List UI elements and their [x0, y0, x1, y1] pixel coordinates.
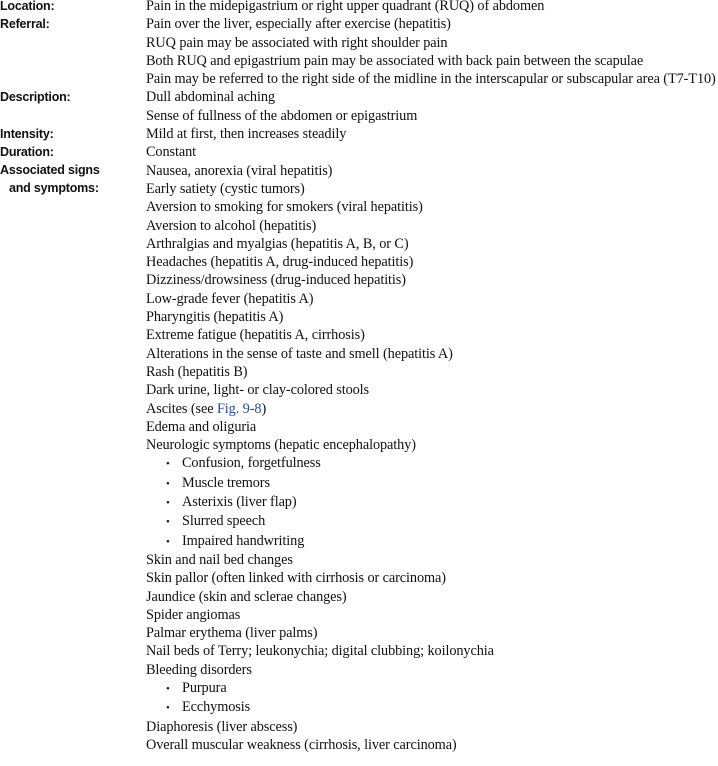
description-value	[146, 88, 718, 125]
bullet-text: Asterixis (liver flap)	[182, 494, 297, 511]
symptom-item: Alterations in the sense of taste and smell (hepatitis A)	[146, 345, 453, 362]
bullet-icon: •	[166, 497, 170, 510]
symptom-item: Bleeding disorders	[146, 661, 252, 678]
description-line: Dull abdominal aching	[146, 89, 275, 106]
description-line: Sense of fullness of the abdomen or epigastrium	[146, 107, 418, 124]
symptom-item: Edema and oliguria	[146, 418, 257, 435]
symptom-item: Extreme fatigue (hepatitis A, cirrhosis)	[146, 327, 365, 344]
bullet-icon: •	[166, 516, 170, 529]
location-value	[146, 0, 718, 15]
bullet-text: Impaired handwriting	[182, 532, 305, 549]
symptom-item: Jaundice (skin and sclerae changes)	[146, 588, 347, 605]
symptom-item-ascites	[146, 400, 718, 418]
symptom-item: Early satiety (cystic tumors)	[146, 180, 305, 197]
bullet-text: Ecchymosis	[182, 699, 251, 716]
duration-row	[0, 143, 718, 161]
ascites-suffix: )	[261, 400, 267, 417]
bullet-icon: •	[166, 682, 170, 695]
bullet-icon: •	[166, 535, 170, 548]
symptom-item: Dark urine, light- or clay-colored stools	[146, 382, 369, 399]
intensity-row	[0, 125, 718, 143]
referral-line: Pain may be referred to the right side of the midline in the interscapular or subscapular area (T7-T10)	[146, 71, 716, 88]
associated-label-line2: and symptoms:	[9, 180, 99, 195]
referral-line: Pain over the liver, especially after exercise (hepatitis)	[146, 16, 451, 33]
symptom-item: Nausea, anorexia (viral hepatitis)	[146, 162, 333, 179]
symptom-item: Neurologic symptoms (hepatic encephalopathy)	[146, 437, 416, 454]
symptom-item: Pharyngitis (hepatitis A)	[146, 309, 284, 326]
bullet-icon: •	[166, 458, 170, 471]
symptom-item: Skin and nail bed changes	[146, 551, 293, 568]
symptom-item: Skin pallor (often linked with cirrhosis or carcinoma)	[146, 570, 446, 587]
symptom-item: Palmar erythema (liver palms)	[146, 625, 318, 642]
bullet-text: Muscle tremors	[182, 474, 270, 491]
referral-row	[0, 15, 718, 88]
symptom-item: Rash (hepatitis B)	[146, 363, 248, 380]
referral-value	[146, 15, 718, 88]
bullet-icon: •	[166, 702, 170, 715]
bullet-item	[146, 679, 718, 698]
bullet-item	[146, 512, 718, 531]
symptom-item: Overall muscular weakness (cirrhosis, liver carcinoma)	[146, 736, 457, 753]
figure-link[interactable]: Fig. 9-8	[216, 400, 262, 417]
bullet-icon: •	[166, 477, 170, 490]
symptom-item: Aversion to smoking for smokers (viral hepatitis)	[146, 199, 423, 216]
bullet-text: Slurred speech	[182, 513, 266, 530]
referral-label: Referral:	[0, 16, 50, 31]
referral-line: RUQ pain may be associated with right shoulder pain	[146, 34, 448, 51]
symptom-item: Arthralgias and myalgias (hepatitis A, B, or C)	[146, 235, 409, 252]
associated-row	[0, 162, 718, 755]
associated-label-line1: Associated signs	[0, 163, 100, 178]
bullet-text: Purpura	[182, 679, 227, 696]
associated-value	[146, 162, 718, 755]
symptom-item: Headaches (hepatitis A, drug-induced hepatitis)	[146, 254, 414, 271]
location-label: Location:	[0, 0, 55, 13]
symptom-item: Low-grade fever (hepatitis A)	[146, 290, 314, 307]
bullet-item	[146, 474, 718, 493]
symptom-item: Diaphoresis (liver abscess)	[146, 718, 298, 735]
associated-label	[0, 162, 146, 198]
referral-line: Both RUQ and epigastrium pain may be associated with back pain between the scapulae	[146, 52, 644, 69]
description-row	[0, 88, 718, 125]
symptom-item: Nail beds of Terry; leukonychia; digital clubbing; koilonychia	[146, 643, 494, 660]
duration-label: Duration:	[0, 144, 54, 159]
intensity-label: Intensity:	[0, 126, 54, 141]
duration-value	[146, 143, 718, 161]
bullet-item	[146, 532, 718, 551]
intensity-text: Mild at first, then increases steadily	[146, 126, 347, 143]
symptom-item: Aversion to alcohol (hepatitis)	[146, 217, 317, 234]
bullet-item	[146, 493, 718, 512]
bullet-item	[146, 454, 718, 473]
bullet-item	[146, 698, 718, 717]
description-label: Description:	[0, 89, 71, 104]
bullet-text: Confusion, forgetfulness	[182, 455, 321, 472]
symptom-item: Spider angiomas	[146, 606, 241, 623]
intensity-value	[146, 125, 718, 143]
duration-text: Constant	[146, 144, 197, 161]
ascites-prefix: Ascites (see	[146, 400, 217, 417]
location-row	[0, 0, 718, 15]
symptom-item: Dizziness/drowsiness (drug-induced hepatitis)	[146, 272, 406, 289]
location-text: Pain in the midepigastrium or right upper quadrant (RUQ) of abdomen	[146, 0, 545, 14]
